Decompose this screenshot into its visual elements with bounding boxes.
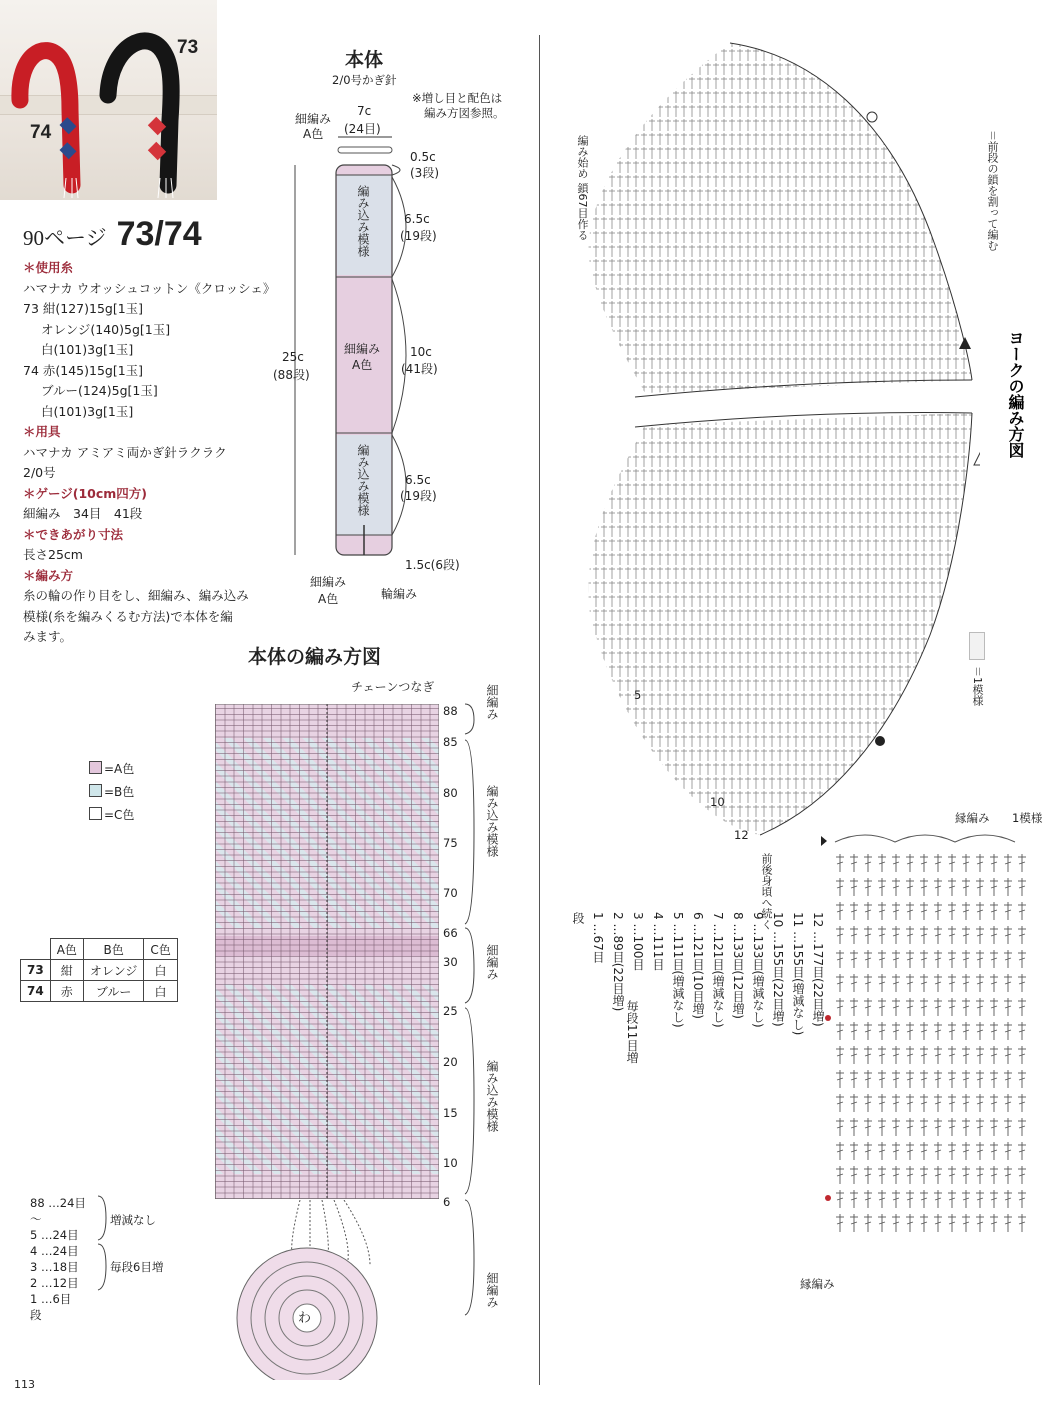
photo-label-73: 73: [177, 37, 199, 58]
page-ref: 90ページ: [23, 226, 107, 250]
yoke-row-12: 12: [734, 828, 749, 842]
pattern-swatch: [969, 632, 985, 660]
legend-b: =B色: [89, 783, 134, 800]
dim-3a: 10c: [410, 345, 432, 359]
section-mid-label-1: 細編み: [344, 342, 381, 356]
color-table-row: 74 赤 ブルー 白: [21, 981, 178, 1002]
tool-heading: ＊用具: [23, 424, 61, 439]
dim-1a: 0.5c: [410, 150, 436, 164]
size-heading: ＊できあがり寸法: [23, 526, 124, 542]
stitch-chart-lines: [215, 704, 439, 1199]
base-circle-diagram: [230, 1200, 390, 1380]
top-left-label-2: A色: [303, 127, 324, 141]
row-20: 20: [443, 1055, 458, 1069]
total-b: (88段): [273, 368, 310, 382]
swatch-c: [89, 807, 102, 820]
tool-size: 2/0号: [23, 465, 56, 480]
dim-3b: (41段): [401, 362, 438, 376]
page-heading: [23, 215, 202, 254]
detail-stitch-chart: [805, 828, 1033, 1248]
yarn-73-main: 73 紺(127)15g[1玉]: [23, 301, 144, 316]
row-6: 6: [443, 1195, 451, 1209]
yoke-pattern-note: ＝1模様: [971, 666, 984, 706]
yoke-start-note: 編み始め 鎖67目作る: [576, 135, 589, 241]
yarn-74-main: 74 赤(145)15g[1玉]: [23, 362, 144, 378]
section-bottom-label: 編み込み模様: [356, 444, 370, 516]
color-table-header: A色 B色 C色: [21, 939, 178, 960]
bottom-left-label-1: 細編み: [310, 575, 347, 589]
column-divider: [539, 35, 540, 1385]
dim-2b: (19段): [400, 229, 437, 243]
row-30: 30: [443, 955, 458, 969]
yarn-heading: ＊使用糸: [23, 260, 74, 275]
body-fig-note-1: ※増し目と配色は: [412, 91, 503, 105]
dim-4a: 6.5c: [405, 473, 431, 487]
yoke-row-10: 10: [710, 795, 725, 809]
method-line-3: みます。: [23, 629, 73, 644]
dim-4b: (19段): [400, 489, 437, 503]
increase-no-change: 増減なし: [110, 1213, 156, 1227]
section-label-4: 編み込み模様: [485, 1060, 499, 1132]
method-line-1: 糸の輪の作り目をし、細編み、編み込み: [23, 588, 249, 603]
product-photo: [0, 0, 217, 200]
bottom-right-label: 輪編み: [381, 587, 418, 601]
yarn-73-c: 白(101)3g[1玉]: [41, 342, 134, 357]
total-a: 25c: [282, 350, 304, 364]
detail-pattern: 1模様: [1012, 811, 1043, 825]
body-fig-title: 本体: [345, 49, 384, 71]
swatch-b: [89, 784, 102, 797]
magic-ring-mark: わ: [298, 1311, 312, 1326]
bottom-left-label-2: A色: [318, 592, 339, 606]
top-left-label-1: 細編み: [295, 112, 332, 126]
color-table-row: 73 紺 オレンジ 白: [21, 960, 178, 981]
dim-2a: 6.5c: [404, 212, 430, 226]
legend-a: =A色: [89, 760, 134, 777]
body-fig-note-2: 編み方図参照。: [424, 106, 505, 120]
row-85: 85: [443, 735, 458, 749]
row-70: 70: [443, 886, 458, 900]
detail-edge-bottom: 縁編み: [800, 1277, 835, 1291]
swatch-a: [89, 761, 102, 774]
section-label-1: 細編み: [485, 684, 499, 720]
yoke-continue-note: 前後身頃へ続く: [760, 853, 773, 930]
yarn-74-b: ブルー(124)5g[1玉]: [41, 383, 158, 398]
width-label-1: 7c: [357, 104, 372, 118]
increase-per-row: 毎段6目増: [110, 1260, 164, 1274]
row-66: 66: [443, 926, 458, 940]
row-25: 25: [443, 1004, 458, 1018]
dim-1b: (3段): [410, 166, 439, 180]
body-fig-hook: 2/0号かぎ針: [332, 73, 397, 87]
candy-cane-illustration: [0, 0, 217, 200]
row-10: 10: [443, 1156, 458, 1170]
yarn-73-b: オレンジ(140)5g[1玉]: [41, 321, 171, 337]
section-label-5: 細編み: [485, 1272, 499, 1308]
yoke-row-5: 5: [634, 688, 642, 702]
gauge-value: 細編み 34目 41段: [23, 506, 143, 521]
section-mid-label-2: A色: [352, 358, 373, 372]
size-value: 長さ25cm: [23, 547, 83, 562]
yoke-counts: 12 …177目(22目増) 11 …155目(増減なし) 10 …155目(22目増) 9 …133目(増減なし) 8 …133目(12目増) 7 …121目(増減なし) 6 …121目(10目増) 5 …111目(増減なし) 4 …111目 3 …100目 2 …89目(22目増) 1 …67目 段: [571, 912, 825, 1036]
page-number: 113: [14, 1378, 35, 1391]
chain-join-label: チェーンつなぎ: [351, 680, 435, 694]
color-table: [20, 938, 178, 1002]
increase-brackets: [96, 1194, 110, 1298]
yarn-74-c: 白(101)3g[1玉]: [41, 403, 134, 419]
legend-c: =C色: [89, 806, 134, 823]
method-heading: ＊編み方: [23, 567, 74, 583]
row-75: 75: [443, 836, 458, 850]
yoke-per-row: 毎段11目増: [625, 1000, 639, 1064]
photo-label-74: 74: [30, 122, 52, 143]
section-top-label: 編み込み模様: [356, 185, 370, 257]
yarn-name: ハマナカ ウオッシュコットン《クロッシェ》: [23, 280, 276, 296]
row-15: 15: [443, 1106, 458, 1120]
row-80: 80: [443, 786, 458, 800]
increase-rows: 88 …24目 〜 5 …24目 4 …24目 3 …18目 2 …12目 1 …6目 段: [30, 1196, 86, 1322]
dim-5: 1.5c(6段): [405, 558, 460, 572]
section-label-2: 編み込み模様: [485, 785, 499, 857]
row-88: 88: [443, 704, 458, 718]
section-label-3: 細編み: [485, 944, 499, 980]
yoke-title: ヨークの編み方図: [1006, 330, 1025, 458]
item-number: 73/74: [116, 215, 202, 253]
yoke-diagram: [560, 35, 980, 855]
yoke-split-note: ＝前段の鎖を割って編む: [986, 130, 999, 251]
method-line-2: 模様(糸を編みくるむ方法)で本体を編: [23, 608, 233, 624]
gauge-heading: ＊ゲージ(10cm四方): [23, 485, 148, 501]
width-label-2: (24目): [344, 122, 381, 136]
detail-edge-top: 縁編み: [955, 811, 990, 825]
spec-block: [23, 258, 283, 648]
chart-title: 本体の編み方図: [248, 646, 382, 668]
tool-name: ハマナカ アミアミ両かぎ針ラクラク: [23, 444, 227, 460]
